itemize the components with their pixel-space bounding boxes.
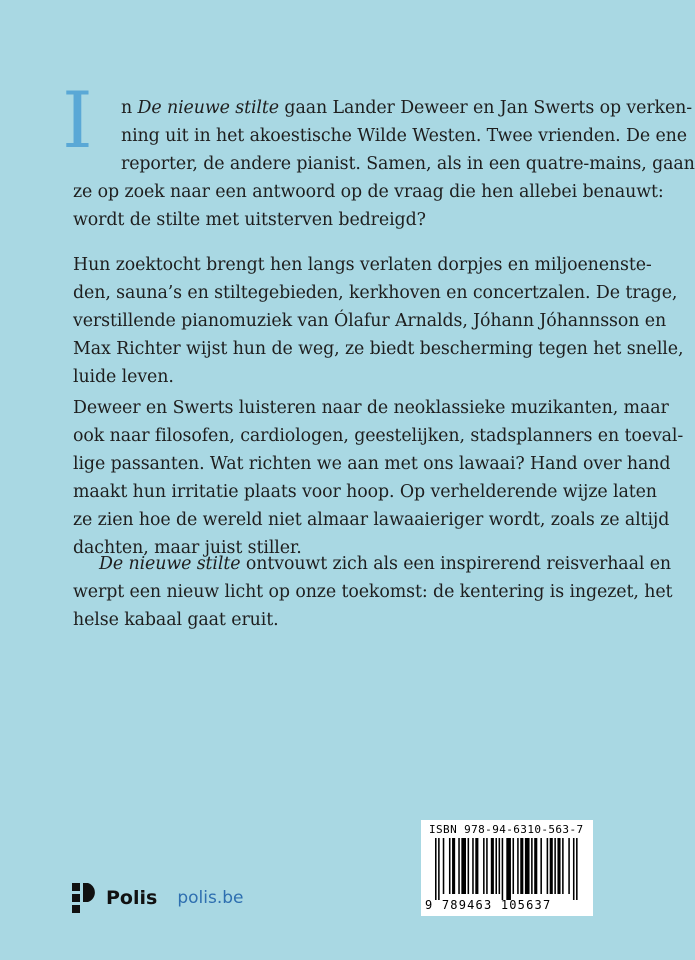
blurb-line: Max Richter wijst hun de weg, ze biedt bescherming tegen het snelle, xyxy=(73,339,684,359)
barcode-bar xyxy=(499,838,501,894)
blurb-line: Deweer en Swerts luisteren naar de neoklassieke muzikanten, maar xyxy=(73,398,669,418)
barcode-bars xyxy=(427,838,587,900)
barcode-bar xyxy=(520,838,523,894)
barcode-bar xyxy=(554,838,556,894)
isbn-barcode xyxy=(421,820,593,916)
blurb-paragraph-2 xyxy=(73,251,684,391)
barcode-bar xyxy=(495,838,497,894)
barcode-bar xyxy=(540,838,542,894)
barcode-bar xyxy=(458,838,460,894)
publisher-logo xyxy=(72,883,243,913)
barcode-bar xyxy=(576,838,578,900)
blurb-line: luide leven. xyxy=(73,367,174,387)
isbn-label: ISBN 978-94-6310-563-7 xyxy=(429,823,584,836)
barcode-bar xyxy=(557,838,560,894)
blurb-line: ze op zoek naar een antwoord op de vraag die hen allebei benauwt: xyxy=(73,182,664,202)
blurb-paragraph-4 xyxy=(73,550,673,634)
blurb-line: lige passanten. Wat richten we aan met ons lawaai? Hand over hand xyxy=(73,454,671,474)
blurb-paragraph-1 xyxy=(73,94,695,234)
barcode-digits: 9 789463 105637 xyxy=(425,898,552,912)
barcode-bar xyxy=(468,838,470,894)
barcode-bar xyxy=(573,838,575,900)
polis-logo-icon xyxy=(72,883,98,913)
blurb-text: ontvouwt zich als een inspirerend reisverhaal en xyxy=(240,554,672,574)
barcode-bar xyxy=(550,838,553,894)
barcode-bar xyxy=(491,838,494,894)
blurb-text: n xyxy=(121,98,138,118)
barcode-bar xyxy=(461,838,466,894)
barcode-bar xyxy=(472,838,474,894)
barcode-bar xyxy=(513,838,515,894)
barcode-bar xyxy=(502,838,504,900)
barcode-bar xyxy=(547,838,549,894)
blurb-line xyxy=(73,94,693,122)
barcode-bar xyxy=(486,838,488,894)
blurb-line: ning uit in het akoestische Wilde Westen. Twee vrienden. De ene xyxy=(121,126,687,146)
blurb-line: Hun zoektocht brengt hen langs verlaten dorpjes en miljoenenste- xyxy=(73,255,652,275)
blurb-line: werpt een nieuw licht op onze toekomst: de kentering is ingezet, het xyxy=(73,582,673,602)
blurb-line: ook naar filosofen, cardiologen, geestelijken, stadsplanners en toeval- xyxy=(73,426,684,446)
book-title-italic: De nieuwe stilte xyxy=(99,554,241,574)
publisher-url: polis.be xyxy=(177,888,244,908)
publisher-name: Polis xyxy=(106,887,158,909)
barcode-bar xyxy=(452,838,455,894)
barcode-bar xyxy=(438,838,440,900)
blurb-line: den, sauna’s en stiltegebieden, kerkhoven en concertzalen. De trage, xyxy=(73,283,678,303)
blurb-line: wordt de stilte met uitsterven bedreigd? xyxy=(73,210,426,230)
barcode-bar xyxy=(506,838,511,900)
barcode-bar xyxy=(449,838,451,894)
dropcap-letter: I xyxy=(62,76,93,166)
blurb-text: gaan Lander Deweer en Jan Swerts op verken- xyxy=(278,98,693,118)
barcode-bar xyxy=(531,838,533,894)
barcode-bar xyxy=(475,838,478,894)
barcode-bar xyxy=(525,838,530,894)
barcode-bar xyxy=(483,838,485,894)
blurb-line: maakt hun irritatie plaats voor hoop. Op verhelderende wijze laten xyxy=(73,482,657,502)
blurb-line: reporter, de andere pianist. Samen, als in een quatre-mains, gaan xyxy=(121,154,695,174)
barcode-bar xyxy=(568,838,570,894)
blurb-line: verstillende pianomuziek van Ólafur Arnalds, Jóhann Jóhannsson en xyxy=(73,311,667,331)
barcode-bar xyxy=(517,838,519,894)
blurb-line: helse kabaal gaat eruit. xyxy=(73,610,279,630)
barcode-bar xyxy=(562,838,564,894)
barcode-bar xyxy=(435,838,437,900)
barcode-bar xyxy=(534,838,537,894)
book-title-italic: De nieuwe stilte xyxy=(137,98,279,118)
blurb-line: ze zien hoe de wereld niet almaar lawaaieriger wordt, zoals ze altijd xyxy=(73,510,670,530)
blurb-line xyxy=(73,550,672,578)
blurb-paragraph-3 xyxy=(73,394,684,562)
barcode-bar xyxy=(443,838,445,894)
blurb-line: dachten, maar juist stiller. xyxy=(73,538,302,558)
